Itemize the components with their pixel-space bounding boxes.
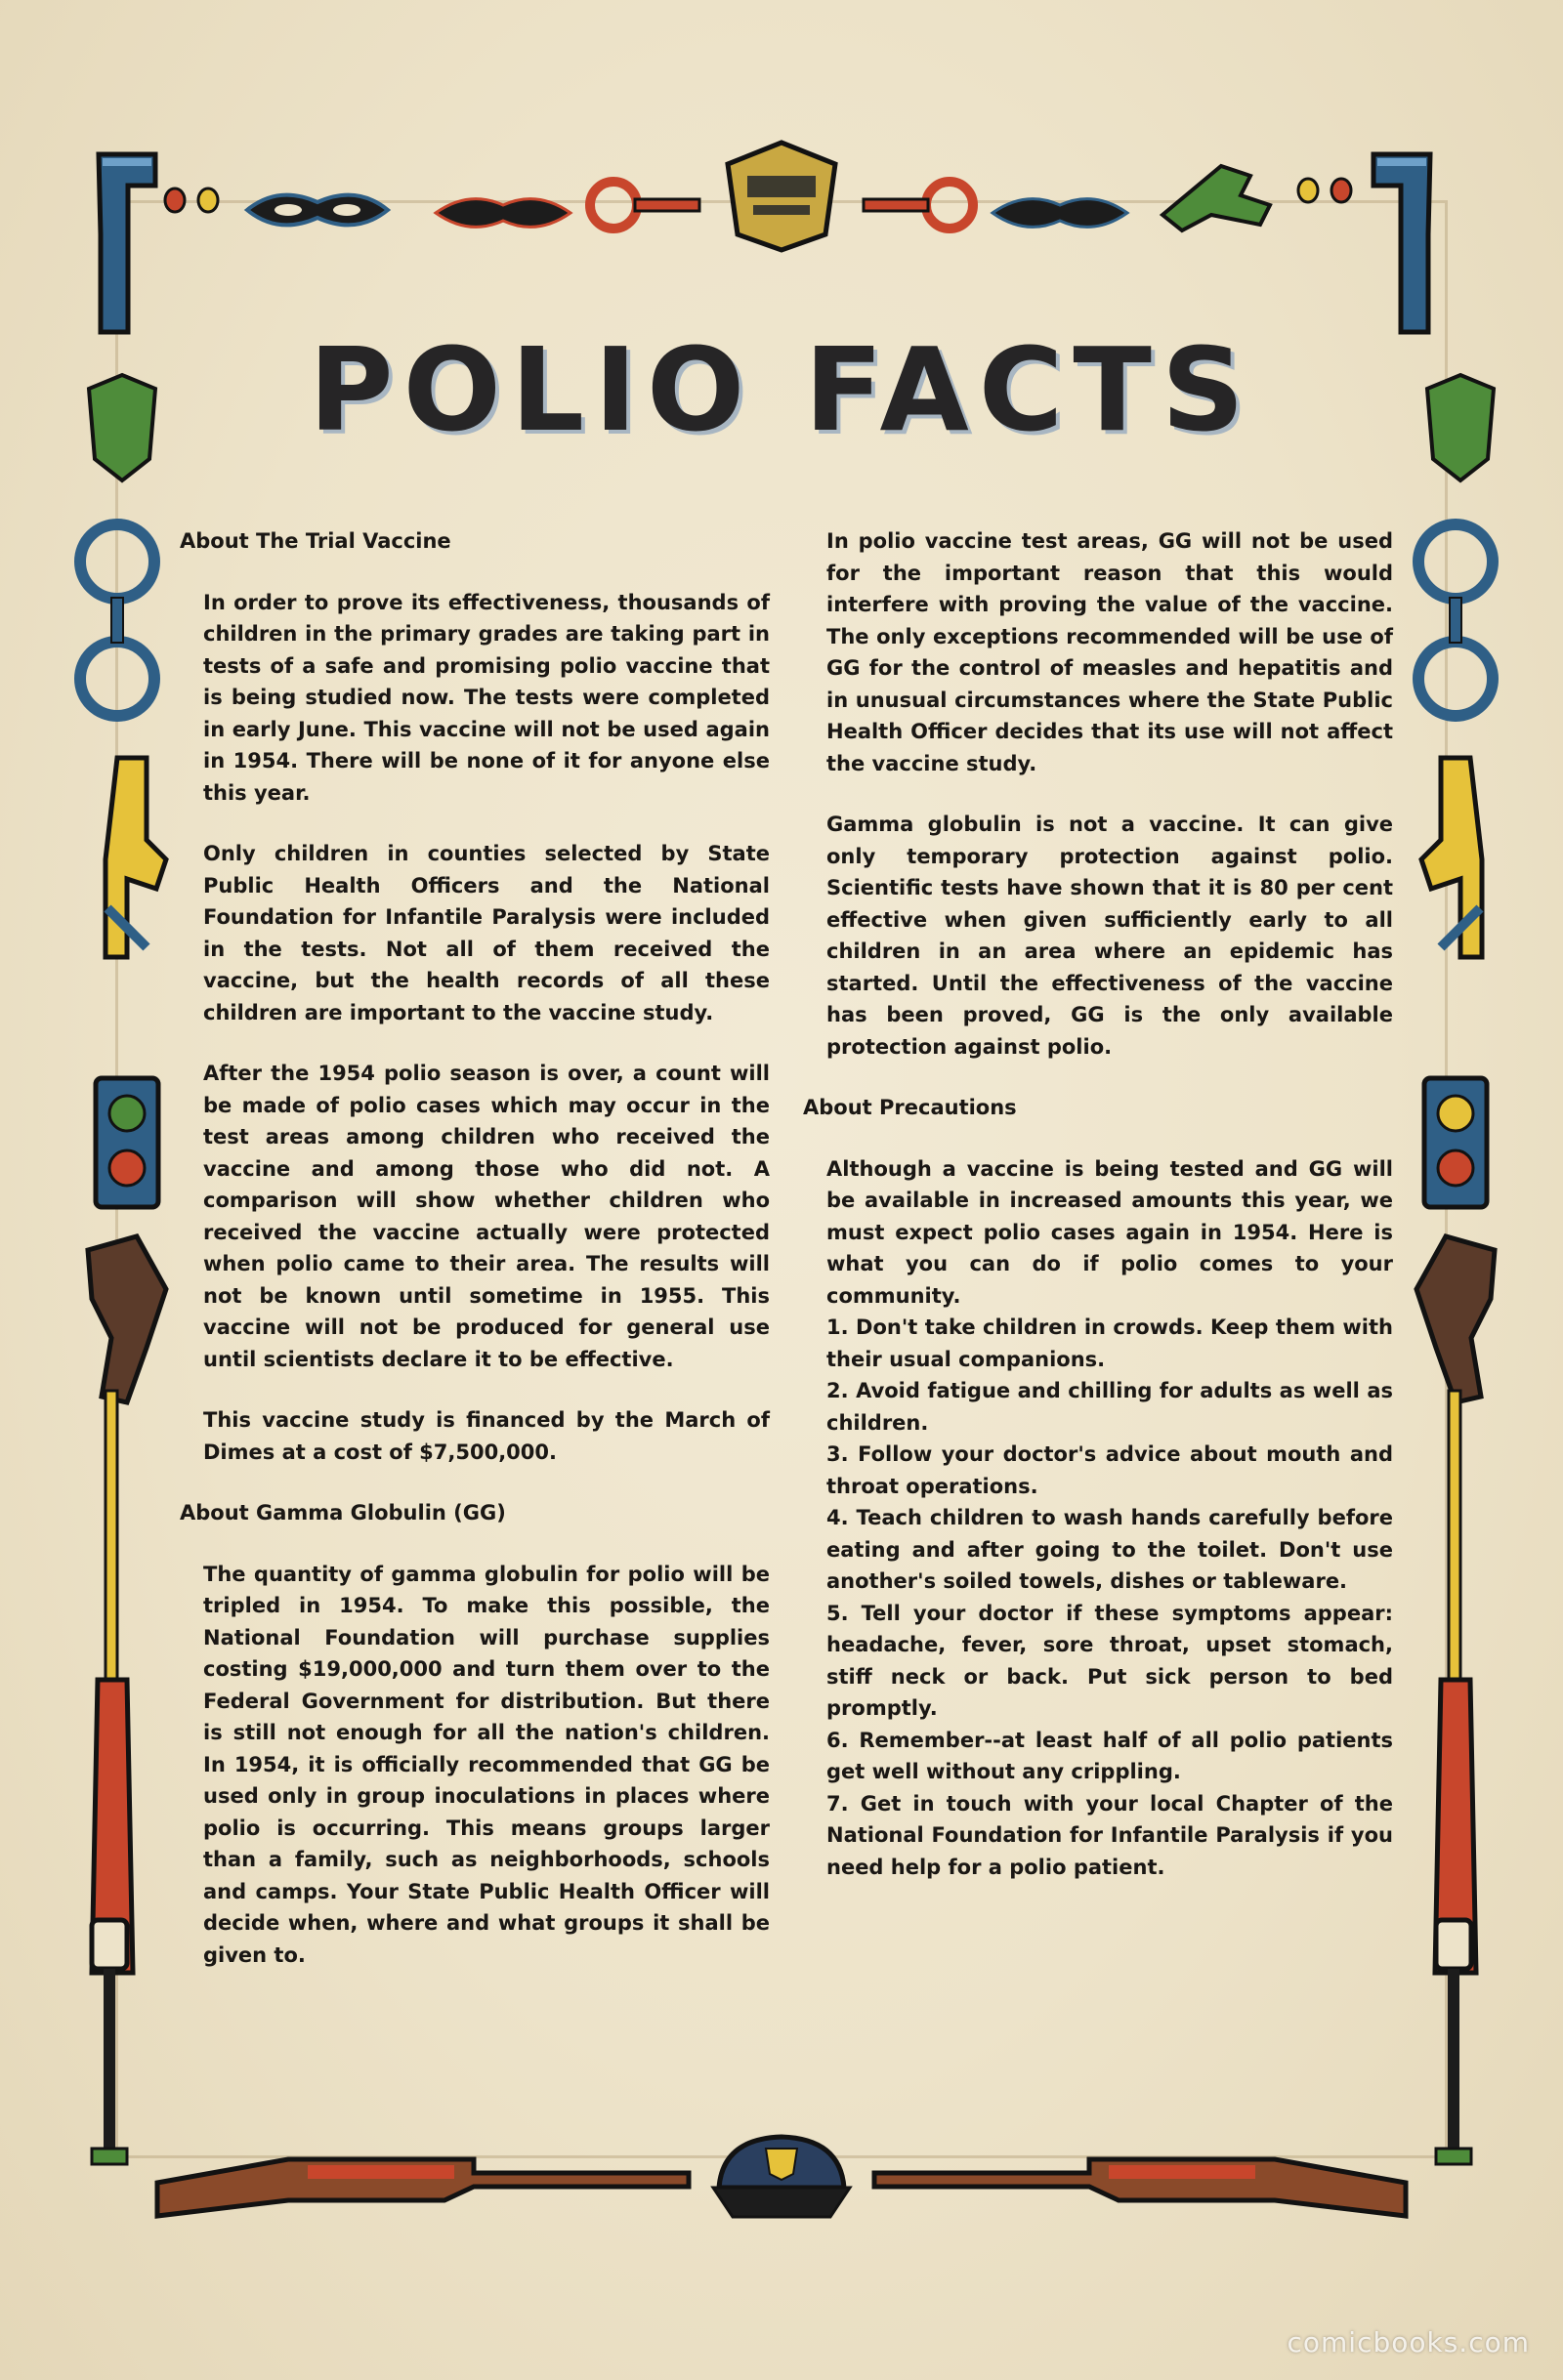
pistol-icon: [93, 146, 161, 342]
pistol-icon: [1368, 146, 1436, 342]
paragraph: After the 1954 polio season is over, a count will be made of polio cases which may occur in the test areas among children who received the vaccine and among those who did not. A comparison will show whether children who received the vaccine actually were protected when polio came to their area. The results will not be known until sometime in 1955. This vaccine will not be produced for general use until scientists declare it to be effective.: [203, 1062, 770, 1371]
page-title: POLIO FACTS: [309, 322, 1254, 457]
paragraph: The quantity of gamma globulin for polio will be tripled in 1954. To make this possible, the National Foundation will purchase supplies costing $19,000,000 and turn them over to the Federal Government for distribution. But there is still not enough for all the nation's children. In 1954, it is officially recommended that GG be used only in group inoculations in places where polio is occurring. This means groups larger than a family, such as neighborhoods, schools and camps. Your State Public Health Officer will decide when, where and what groups it shall be given to.: [203, 1562, 770, 1967]
revolver-icon: [1407, 1231, 1504, 1406]
domino-mask-icon: [239, 181, 396, 239]
street-lamp-icon: [1424, 1914, 1483, 2168]
list-item: 5. Tell your doctor if these symptoms appear: headache, fever, sore throat, upset stomach, stiff neck or back. Put sick person to bed promptly.: [826, 1601, 1393, 1720]
bullet-icon: [1294, 176, 1363, 205]
paragraph: This vaccine study is financed by the March of Dimes at a cost of $7,500,000.: [203, 1408, 770, 1464]
revolver-icon: [78, 1231, 176, 1406]
section-heading-trial-vaccine: About The Trial Vaccine: [180, 529, 451, 553]
police-badge-icon: [718, 137, 845, 254]
list-item: 3. Follow your doctor's advice about mouth and throat operations.: [826, 1442, 1393, 1498]
handcuffs-icon: [586, 166, 703, 244]
left-column: [180, 525, 770, 2000]
list-item: 6. Remember--at least half of all polio patients get well without any crippling.: [826, 1728, 1393, 1783]
section-heading-gamma-globulin: About Gamma Globulin (GG): [180, 1501, 506, 1524]
domino-mask-icon: [987, 186, 1133, 239]
police-cap-icon: [703, 2129, 860, 2227]
revolver-icon: [88, 752, 176, 967]
paragraph: Although a vaccine is being tested and GG will be available in increased amounts this year, we must expect polio cases again in 1954. Here is what you can do if polio comes to your community.: [826, 1156, 1393, 1308]
revolver-icon: [1153, 156, 1280, 234]
rifle-icon: [1421, 1387, 1490, 1992]
list-item: 4. Teach children to wash hands carefully before eating and after going to the toilet. Don't use another's soiled towels, dishes or tableware.: [826, 1506, 1393, 1593]
handcuffs-icon: [860, 166, 977, 244]
paragraph: In order to prove its effectiveness, thousands of children in the primary grades are taking part in tests of a safe and promising polio vaccine that is being studied now. The tests were completed in early June. This vaccine will not be used again in 1954. There will be none of it for anyone else this year.: [203, 590, 770, 805]
domino-mask-icon: [430, 186, 576, 239]
paragraph: Gamma globulin is not a vaccine. It can give only temporary protection against polio. Scientific tests have shown that it is 80 per cent effective when given sufficiently early to all children in an area where an epidemic has started. Until the effectiveness of the vaccine has been proved, GG is the only available protection against polio.: [826, 813, 1393, 1059]
section-heading-precautions: About Precautions: [803, 1096, 1017, 1119]
handcuffs-icon: [1407, 508, 1504, 732]
paragraph: Only children in counties selected by State Public Health Officers and the National Foundation for Infantile Paralysis were included in the tests. Not all of them received the vaccine, but the health records of all these children are important to the vaccine study.: [203, 842, 770, 1024]
rifle-icon: [865, 2144, 1412, 2222]
precautions-list: [826, 1312, 1393, 1883]
traffic-light-icon: [88, 1074, 166, 1211]
traffic-light-icon: [1416, 1074, 1495, 1211]
bullet-icon: [161, 186, 230, 215]
handcuffs-icon: [68, 508, 166, 732]
rifle-icon: [151, 2144, 698, 2222]
list-item: 2. Avoid fatigue and chilling for adults as well as children.: [826, 1379, 1393, 1435]
revolver-icon: [1412, 752, 1500, 967]
right-column: [803, 525, 1393, 1883]
site-watermark: comicbooks.com: [1287, 2326, 1530, 2359]
list-item: 7. Get in touch with your local Chapter of the National Foundation for Infantile Paralysis if you need help for a polio patient.: [826, 1791, 1393, 1879]
street-lamp-icon: [80, 1914, 139, 2168]
rifle-icon: [78, 1387, 147, 1992]
paragraph: In polio vaccine test areas, GG will not be used for the important reason that this would interfere with proving the value of the vaccine. The only exceptions recommended will be use of GG for the control of measles and hepatitis and in unusual circumstances where the State Public Health Officer decides that its use will not affect the vaccine study.: [826, 529, 1393, 775]
list-item: 1. Don't take children in crowds. Keep them with their usual companions.: [826, 1315, 1393, 1371]
